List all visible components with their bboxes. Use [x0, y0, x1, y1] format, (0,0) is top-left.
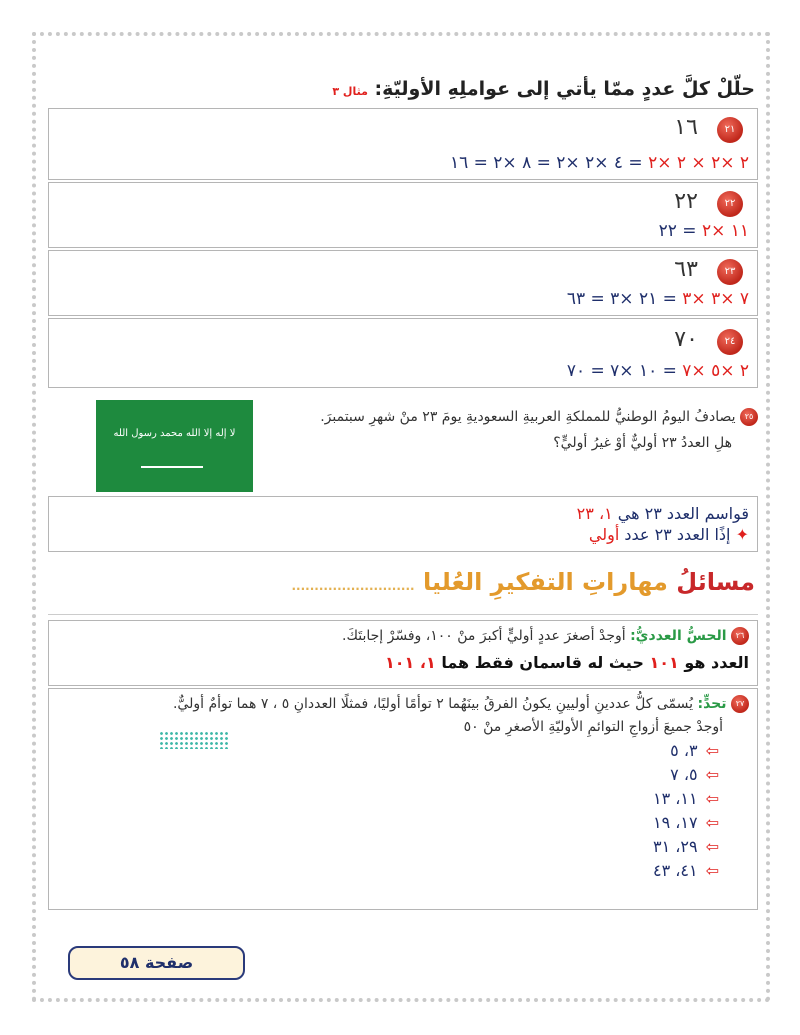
question-27: ٢٧ تحدٍّ: يُسمّى كلُّ عددينِ أوليينِ يكونُ الفرقُ بينَهُما ٢ توأمًا أوليًا، فمثلًا العددانِ ٥ ، ٧ هما توأمٌ أوليٌّ. أوجدْ جميعَ أزواجِ التوائمِ الأوليّةِ الأصغرِ منْ ٥٠ ⇦٣، ٥ ⇦٥، ٧ ⇦١١، ١٣ ⇦١٧، ١٩ ⇦٢٩، ٣١ ⇦٤١، ٤٣ — [48, 688, 758, 910]
arrow-icon: ⇦ — [705, 741, 719, 760]
question-number: ٢٧ — [731, 695, 749, 713]
problem-number: ٢٤ — [717, 329, 743, 355]
problem-21 — [48, 108, 758, 180]
twin-pair: ⇦١١، ١٣ — [652, 789, 719, 808]
header-title: حلّلْ كلَّ عددٍ ممّا يأتي إلى عواملِهِ الأوليّةِ: — [374, 78, 755, 100]
problem-value: ٦٣ — [674, 257, 698, 282]
problem-number: ٢٢ — [717, 191, 743, 217]
twin-pair: ⇦٥، ٧ — [670, 765, 719, 784]
problem-number: ٢٣ — [717, 259, 743, 285]
answer-26: العدد هو ١٠١ حيث له قاسمان فقط هما ١، ١٠١ — [385, 653, 749, 672]
answer-equation: ٢ ×٥ ×٧ = ١٠ ×٧ = ٧٠ — [566, 361, 749, 381]
question-text-2: هلِ العددُ ٢٣ أوليٌّ أوْ غيرُ أوليٍّ؟ — [553, 435, 732, 451]
twin-pair: ⇦٢٩، ٣١ — [652, 837, 719, 856]
example-ref: مثال ٣ — [332, 85, 368, 98]
flag-sword-icon — [141, 466, 203, 468]
page-number-label: صفحة ٥٨ — [68, 946, 245, 980]
question-number: ٢٥ — [740, 408, 758, 426]
question-text: يصادفُ اليومُ الوطنيُّ للمملكةِ العربيةِ السعوديةِ يومَ ٢٣ منْ شهرِ سبتمبرَ. — [320, 409, 736, 425]
twin-pair: ⇦١٧، ١٩ — [652, 813, 719, 832]
saudi-flag-image — [96, 400, 253, 492]
arrow-icon: ⇦ — [705, 861, 719, 880]
problem-23 — [48, 250, 758, 316]
problem-value: ١٦ — [674, 115, 698, 140]
ministry-logo-icon — [159, 731, 229, 749]
answer-equation: ٢ ×٢ × ٢ ×٢ = ٤ ×٢ ×٢ = ٨ ×٢ = ١٦ — [449, 153, 749, 173]
problem-24 — [48, 318, 758, 388]
question-26: ٢٦ الحسُّ العدديُّ: أوجدْ أصغرَ عددٍ أوليٍّ أكبرَ منْ ١٠٠، وفسّرْ إجابتَكَ. العدد هو ١٠١ حيث له قاسمان فقط هما ١، ١٠١ — [48, 620, 758, 686]
answer-equation: ٧ ×٣ ×٣ = ٢١ ×٣ = ٦٣ — [566, 289, 749, 309]
arrow-icon: ⇦ — [705, 813, 719, 832]
flag-shahada: لا إله إلا الله محمد رسول الله — [113, 428, 236, 439]
section-heading: مسائلُ مهاراتِ التفكيرِ العُليا ........................... — [291, 568, 755, 596]
problem-value: ٧٠ — [674, 327, 698, 352]
question-25 — [288, 404, 758, 456]
arrow-icon: ⇦ — [705, 837, 719, 856]
twin-pair: ⇦٤١، ٤٣ — [652, 861, 719, 880]
arrow-icon: ⇦ — [705, 765, 719, 784]
problem-22 — [48, 182, 758, 248]
question-number: ٢٦ — [731, 627, 749, 645]
divider — [48, 614, 758, 615]
problem-value: ٢٢ — [674, 189, 698, 214]
answer-25: قواسم العدد ٢٣ هي ١، ٢٣ ✦ إذًا العدد ٢٣ عدد أولي — [48, 496, 758, 552]
answer-equation: ١١ ×٢ = ٢٢ — [658, 221, 749, 241]
twin-pair: ⇦٣، ٥ — [670, 741, 719, 760]
problem-number: ٢١ — [717, 117, 743, 143]
exercise-header — [332, 78, 755, 100]
arrow-icon: ⇦ — [705, 789, 719, 808]
